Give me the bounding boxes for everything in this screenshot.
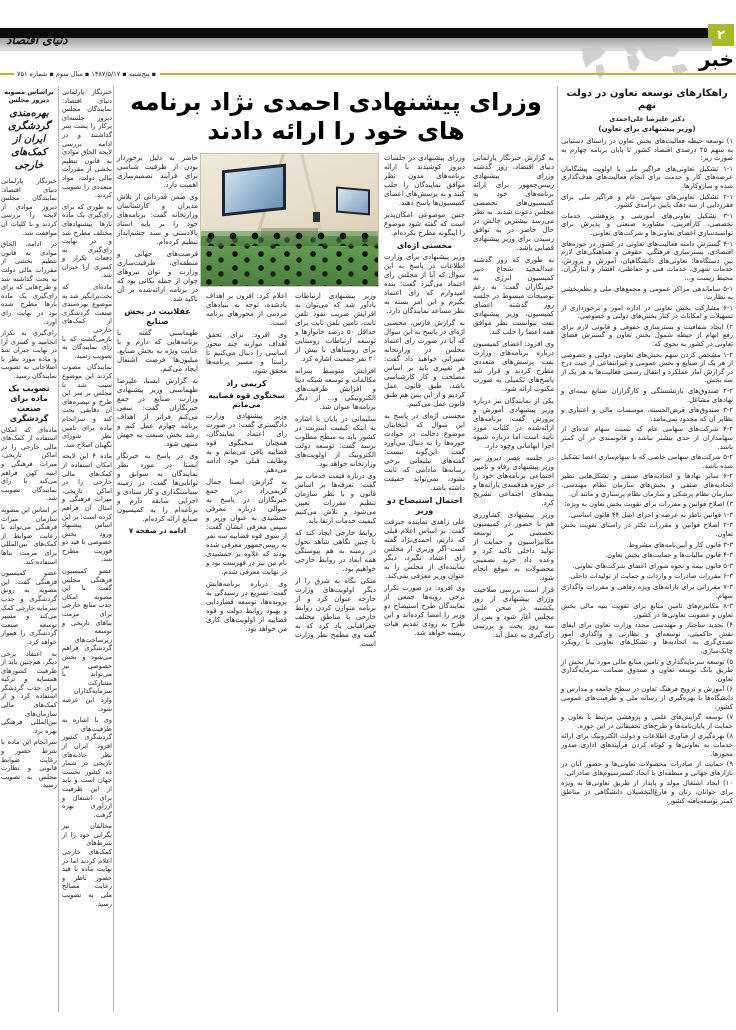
article-proposed-ministers: [118, 86, 554, 1012]
body-paragraph: وی افزود: اعضای کمیسیون درباره برنامه‌های وزارت نفت پرسش‌های متعددی مطرح کردند و قرار شد پاسخ‌های تکمیلی به صورت مکتوب ارائه شود.: [473, 340, 554, 393]
body-paragraph: فرصت‌های جهانی و منطقه‌ای، ظرفیت‌سازی وزارت و توان نیروهای جوان از جمله نکاتی بود که در برنامه ارائه‌شده بر آن تاکید شد.: [117, 250, 198, 303]
body-paragraph: ماده‌ای که امکان استفاده از کمک‌های مالی خارجی را در اماکن تاریخی، میراث فرهنگی و ابنیه کهن فراهم می‌کند با رای نمایندگان تصویب شد.: [1, 425, 57, 503]
body-paragraph: وی در پاسخ به خبرنگار ایسنا در مورد نظر نمایندگان به سوابق و توانایی‌ها گفت: در زمینه سیاستگذاری و کار ستادی و اجرایی سابقه دارم و برنامه‌ام را به کمیسیون صنایع ارائه کرده‌ام.: [117, 452, 198, 523]
subhead: محسنی اژه‌ای: [396, 241, 453, 250]
body-paragraph: وی درباره برنامه‌هایش گفت: تسریع در رسیدگی به پرونده‌ها، توسعه قضازدایی و بهبود روابط دولت و قوه قضاییه از اولویت‌های کاری من خواهد بود.: [206, 580, 287, 633]
body-paragraph: به گزارش ایسنا جمال کریمی‌راد در جمع خبرنگاران در پاسخ به سوالی درباره معرفی جمشیدی به عنوان وزیر و سپس معرفی ایشان گفت: از سوی قوه قضاییه سه نفر به رییس‌جمهور معرفی شده بودند که علاوه بر جمشیدی نام من نیز در فهرست بود و در نهایت معرفی شدم.: [206, 478, 287, 576]
body-paragraph: ۳-۳ قانون کار و آیین‌نامه‌های مشروط.: [626, 540, 733, 549]
body-paragraph: ۲-۲ صندوق‌های بازنشستگی و کارگزاران صنایع بیمه‌ای و نهادهای مشاغل.: [561, 387, 733, 404]
body-paragraph: متکی نگاه به شرق را از دیگر اولویت‌های وزارت خارجه عنوان کرد و از برنامه متوازن کردن روابط خارجی با مناطق مختلف جغرافیایی یاد کرد که به گفته وی مطمح نظر وزارت است.: [295, 577, 376, 648]
body-paragraph: ۷-۳ مقرراتی برای یارانه‌های ویژه رفاهی و مقررات واگذاری سهام.: [561, 582, 733, 600]
main-column-2: [384, 154, 465, 652]
article-headline: بهره‌مندی گردشگری ایران از کمک‌های خارجی: [8, 108, 50, 171]
subhead: احتمال استیضاح دو وزیر: [386, 496, 463, 515]
body-paragraph: وزیر پیشنهادی برای وزارت اطلاعات در پاسخ به این سوال که آیا از مجلس رای اعتماد می‌گیرد گفت: بنده امیدوارم که رای اعتماد بگیرم و این امر بسته به نظر مساعد نمایندگان دارد.: [384, 253, 465, 315]
main-column-1: [473, 154, 554, 652]
body-paragraph: عضو کمیسیون فرهنگی گفت: این مصوبه به رونق گردشگری و جذب سرمایه خارجی کمک می‌کند و مسیر توسعه صنعت گردشگری را هموار خواهد کرد.: [1, 569, 57, 646]
body-paragraph: ۱-۱ تشکیل تعاونی‌های فراگیر ملی با اولویت پیشگامان عرصه‌های کار و خدمت برای انجام فعالیت‌های هدف‌گذاری شده و سازوکارها.: [561, 164, 733, 190]
body-paragraph: ۴) تجدید ساختار و مهندسی مجدد وزارت تعاون برای ایفای نقش حاکمیتی، توسعه‌ای و نظارتی و واگذاری امور تصدی‌گری به اتحادیه‌ها و تشکل‌های تعاونی با رویکرد چابک‌سازی.: [561, 621, 733, 656]
body-paragraph: ۵-۱ ساماندهی مراکز عمومی و مجمع‌های ملی و نظم‌بخشی به نظارت.: [561, 284, 733, 302]
subhead: تصویب یک ماده برای صنعت گردشگری: [8, 383, 50, 423]
body-paragraph: ۲) ایجاد شفافیت و بسترسازی حقوقی و قانونی لازم برای رفع ابهام از حیطه شمول بخش تعاون و گسترش فضای تعاونی در کشور به نحوی که:: [561, 322, 733, 349]
body-paragraph: ۸) بهره‌گیری از فناوری اطلاعات و دولت الکترونیک برای ارائه خدمات به تعاونی‌ها و کوتاه کردن فرآیندهای اداری صدور مجوزها.: [561, 732, 733, 758]
body-paragraph: ۳-۱ تشکیل تعاونی‌های آموزشی و پژوهشی، خدمات تخصصی، کارآفرینی، مشاوره صنعتی و پذیرش برای توانمندسازی اعضای تعاونی‌ها و شرکت‌های تعاونی.: [561, 211, 733, 237]
body-paragraph: ۶-۲ سایر نهادها و اتحادیه‌های صنفی و تشکل‌هایی نظیر اتحادیه‌های صنفی و بخش‌های سازمان نظام مهندسی، سازمان نظام پزشکی و سازمان نظام پرستاری و مانند آن.: [561, 472, 733, 498]
body-paragraph: در ادامه، الحاق موادی به قانون تنظیم بخشی از مقررات مالی دولت به بحث گذاشته شد و طرح‌هایی که برای رای‌گیری یک ماده بارها مطرح شده بود در نهایت رای آورد.: [1, 240, 57, 326]
photo-emblem: [313, 212, 320, 222]
body-paragraph: وزیر پیشنهادی ارتباطات یادآور شد که می‌توان به افزایش ضریب نفوذ تلفن ثابت، تامین تلفن ثابت برای حداقل ۵۰ درصد خانوارها و توسعه ارتباطات روستایی برای روستاهای با بیش از ۲۰ نفر جمعیت اشاره کرد.: [295, 292, 376, 363]
body-paragraph: به اعتقاد برخی دیگر، هم‌چنین باید از ظرفیت کشورهای همسایه و ترکیه برای جذب گردشگر استفاده کرد و از کمک‌های مالی سازمان‌های بین‌المللی فرهنگی بهره برد.: [1, 649, 57, 735]
column-divider: [113, 86, 114, 1012]
body-paragraph: ۳-۲ صندوق‌های قرض‌الحسنه، موسسات مالی و اعتباری و نظایر آن که محدود نمی‌مانند.: [561, 406, 733, 423]
body-paragraph: وی ضمن قدردانی از تلاش مدیران و کارشناسان وزارتخانه گفت: برنامه‌های خود را بر پایه اسناد بالادستی و سند چشم‌انداز تنظیم کرده‌ام.: [117, 193, 198, 246]
photo-deputies-crowd: [201, 231, 378, 247]
subhead: عقلانیت در بخش صنایع: [124, 307, 191, 326]
body-paragraph: وزرای پیشنهادی در جلسات دیروز کوشیدند با ارائه برنامه‌های مدون نظر موافق نمایندگان را جلب کنند و به پرسش‌های اعضای کمیسیون‌ها پاسخ دهند.: [384, 154, 465, 207]
body-paragraph: اعلام کرد: افزون بر اهداف یادشده، توجه به بنیادهای مردمی از محورهای برنامه است.: [206, 292, 287, 327]
body-paragraph: ۴-۲ شرکت‌های سهامی عام که نسبت سهام عده‌ای از سهامداران از حدی بیشتر نباشد و قانونمندی در آن کمتر باشد.: [561, 425, 733, 451]
body-paragraph: به گزارش ایسنا، علیرضا طهماسبی وزیر پیشنهادی وزارت صنایع در جمع خبرنگاران گفت: سعی می‌کنم فراتر از اهداف برنامه چهارم عمل کنم و رشد بخش صنعت به جهش منتهی شود.: [117, 377, 198, 448]
body-paragraph: به گزارش فارس، محسنی اژه‌ای در پاسخ به این سوال که آیا در صورت رای اعتماد مجلس در وزارتخانه تغییراتی خواهید داد گفت: هر تغییری باید بر اساس مصلحت و کار کارشناسی باشد، طبق قانون عمل کردیم و از این پس هم طبق قانون عمل می‌کنیم.: [384, 319, 465, 408]
body-paragraph: قرار است بررسی صلاحیت وزرای پیشنهادی از روز یکشنبه در صحن علنی مجلس آغاز شود و پس از سه روز بحث و بررسی رای‌گیری به عمل آید.: [473, 586, 554, 639]
body-paragraph: روابط خارجی ایجاد کند که با چنین نگاهی شاهد تحول در زمینه به هم پیوستگی همه ابعاد در روابط خارجی خواهیم بود.: [295, 529, 376, 573]
body-paragraph: ۵-۳ قانون بیمه و نحوه شورای اعضای شرکت‌های تعاونی.: [572, 561, 733, 570]
body-paragraph: به گزارش خبرنگار پارلمانی دنیای اقتصاد، روز گذشته وزرای پیشنهادی رییس‌جمهور برای ارائه برنامه‌های خود به کمیسیون‌های تخصصی مجلس دعوت شدند. به نظر می‌رسد بیشترین چالش در حال حاضر در به توافق رسیدن برای وزیر پیشنهادی قضایی باشد.: [473, 154, 554, 252]
article-body: [1, 177, 57, 790]
body-paragraph: ۵) توسعه سرمایه‌گذاری و تامین منابع مالی مورد نیاز بخش از طریق بانک توسعه تعاون و صندوق ضمانت سرمایه‌گذاری تعاون.: [561, 657, 733, 683]
body-paragraph: افزایش متوسط سرانه مکالمات و توسعه شبکه دیتا و افزایش ظرفیت‌های الکترونیکی و... از دیگر برنامه‌ها عنوان شد.: [295, 367, 376, 411]
article-author-role: (وزیر پیشنهادی برای تعاون): [598, 125, 696, 133]
body-paragraph: یکی از نمایندگان نیز درباره وزیر پیشنهادی آموزش و پرورش گفت: برنامه‌های ارائه‌شده در کلیات مورد تایید است اما درباره شیوه اجرا ابهاماتی وجود دارد.: [473, 397, 554, 450]
body-paragraph: وزیر پیشنهادی وزارت دادگستری گفت: در صورت رای اعتماد نمایندگان، همچنان سخنگوی قوه قضاییه باقی می‌مانم و به وظایف قبلی خود ادامه می‌دهم.: [206, 412, 287, 474]
body-paragraph: در جلسه عصر دیروز نیز وزیر پیشنهادی رفاه و تامین اجتماعی برنامه‌های خود را در حوزه هدفمندی یارانه‌ها و بیمه‌های اجتماعی تشریح کرد.: [473, 454, 554, 507]
dateline-rule-left: [0, 73, 14, 75]
body-paragraph: سرانجام این ماده با شرط حضور و رعایت ضوابط قانونی و نظارت مجلس به تصویب رسید.: [1, 738, 57, 790]
body-paragraph: ۴-۳ قانون مالیات‌ها و حمایت‌های بخش تعاون.: [604, 551, 733, 560]
body-paragraph: وی با اشاره به ظرفیت‌های گردشگری کشور افزود: ایران از نظر جاذبه‌های تاریخی در شمار ده کشور نخست جهان است و باید از این ظرفیت برای اشتغال و ارزآوری بهره گرفت.: [62, 716, 112, 819]
column-divider: [557, 86, 558, 1012]
body-paragraph: ماده ۴ این لایحه امکان استفاده از کمک‌های مالی خارجی را در اماکن تاریخی، میراث فرهنگی و امثال آن فراهم کرده است؛ بر این اساس پیشنهاد ورود بخش خصوصی با قید دو فوریت مطرح شد.: [62, 452, 113, 564]
dateline-text: ▪ پنج‌شنبه ▪ ۱۳۸۷/۵/۱۷ ▪ سال سوم ▪ شماره ۷۵۱: [17, 70, 157, 78]
column-divider: [58, 86, 59, 1012]
subhead-quote: سخنگوی قوه قضاییه می‌مانم: [208, 391, 285, 409]
body-paragraph: عضو کمیسیون فرهنگی مجلس گفت: با این مصوبه امکان جذب منابع خارجی برای مرمت بناهای تاریخی و توسعه زیرساخت‌های گردشگری فراهم می‌شود و بخش خصوصی نیز می‌تواند با مشارکت سرمایه‌گذاران وارد این عرصه شود.: [62, 567, 112, 713]
body-paragraph: ۳) اصلاح قوانین و مقررات برای تقویت بخش تعاون به ویژه:: [564, 500, 733, 509]
body-paragraph: ماده‌ای که بحث‌برانگیز شد به موضوع بهره‌مندی صنعت گردشگری از کمک‌های خارجی بازمی‌گشت که با رای نمایندگان به تصویب رسید.: [62, 283, 112, 360]
article-kicker: براساس مصوبه دیروز مجلس: [4, 88, 54, 104]
body-paragraph: خبرنگار پارلمانی دنیای اقتصاد: نمایندگان مجلس دیروز موادی از لایحه را بررسی کردند و با کلیات آن موافقت شد.: [1, 177, 57, 237]
article-headline: راهکارهای توسعه تعاون در دولت نهم: [566, 88, 728, 111]
body-paragraph: ۱-۲ مشخص کردن سهم بخش‌های تعاونی، دولتی و خصوصی از هر یک از صنایع و بخش عمومی و غیرانتفاعی از حیث درج در گزارش آمار عملکرد و انتقال رسمی فعالیت‌ها به هر یک از سه بخش.: [561, 350, 733, 385]
body-paragraph: چنین موضوعی امکان‌پذیر است که گفته شود موضوع را اینگونه مطرح نکرده‌ام.: [384, 211, 465, 237]
parliament-session-photo: [200, 153, 379, 287]
section-title: خبر: [698, 47, 734, 71]
continued-on-page-note: ادامه در صفحه ۷: [128, 527, 187, 535]
photo-display-screen: [222, 164, 286, 216]
tourism-article-headline-column: [1, 88, 57, 1012]
body-paragraph: ۲-۳ اصلاح قوانین و مقررات تکثر در راستای تقویت بخش تعاون.: [561, 521, 733, 538]
body-paragraph: سلیمانی در پایان با اشاره به اینکه کیفیت اینترنت در کشور باید به سطح مطلوب برسد گفت: توسعه دولت الکترونیک از اولویت‌های وزارتخانه خواهد بود.: [295, 415, 376, 468]
page-number: ۲: [717, 27, 725, 43]
body-paragraph: ۶-۳ مقررات صادرات و واردات و حمایت از تولیدات داخلی.: [568, 572, 733, 581]
body-paragraph: ۱-۳ قوانین ناظر به عرضه و اجرای اصل ۴۴ قانون اساسی.: [568, 510, 733, 519]
body-paragraph: ۶) آموزش و ترویج فرهنگ تعاون در سطح جامعه و مدارس و دانشگاه‌ها با بهره‌گیری از رسانه ملی و ظرفیت‌های عمومی کشور.: [561, 685, 733, 711]
body-paragraph: طهماسبی گفته با برنامه‌هایی که دارم و با عنایت ویژه به بخش صنایع، میلیون‌ها فرصت اشتغال ایجاد می‌کنم.: [117, 329, 198, 373]
tourism-article-body-column: [62, 88, 112, 1012]
body-paragraph: وی افزود: در صورت تکرار برخی رویه‌ها جمعی از نمایندگان طرح استیضاح دو وزیر را امضا کرده‌اند و این طرح به زودی تقدیم هیات رییسه خواهد شد.: [384, 584, 465, 637]
main-column-5: [117, 154, 198, 652]
body-paragraph: مخالفان نیز نگرانی خود را از شرط‌های کمک‌های خارجی اعلام کردند اما در نهایت ماده با قید حضور ناظر و رعایت مصالح ملی به تصویب رسید.: [62, 822, 112, 908]
body-paragraph: ۱) توسعه حیطه فعالیت‌های بخش تعاون در راستای دستیابی به سهم ۲۵ درصدی اقتصاد کشور تا پایان برنامه چهارم به صورت زیر:: [561, 137, 733, 163]
body-paragraph: ۵-۲ شرکت‌های سهامی خاصی که با سهام‌سازی اعضا تشکیل شده باشد.: [561, 453, 733, 470]
body-paragraph: رای‌گیری به تکرار انجامید و کسری آرا در نهایت جبران شد و ماده مورد نظر با اصلاحاتی به تصویب نمایندگان رسید.: [1, 329, 57, 381]
article-body: [561, 137, 733, 805]
newspaper-logo: دنیای اقتصاد: [6, 33, 68, 47]
body-paragraph: نمایندگان مصوب کردند این موضوع سبب شد تا مجلس بر سر این طرح و تبصره‌های آن دقایقی بحث کند و سرانجام ماده برای تامین نظر شورای نگهبان اصلاح شد.: [62, 363, 112, 449]
body-paragraph: ۱۰) ایجاد اشتغال مولد و پایدار از طریق تعاونی‌ها به ویژه برای جوانان، زنان و فارغ‌التحصیلان دانشگاهی در مناطق کمتر توسعه‌یافته کشور.: [561, 779, 733, 805]
body-paragraph: به طوری که روز گذشته عبدالمجید شجاع دبیر کمیسیون انرژی به خبرنگاران گفت: به رغم توضیحات مبسوط در جلسه روز گذشته اعضای کمیسیون، وزیر پیشنهادی نفت نتوانست نظر موافق همه اعضا را جلب کند.: [473, 256, 554, 336]
subhead: کریمی راد: [226, 379, 267, 388]
body-paragraph: حاضر به دلیل برخوردار بودن از ظرفیت شناسی برای فرآیند تصمیم‌سازی اهمیت دارد.: [117, 154, 198, 189]
body-paragraph: ۲-۱ تشکیل تعاونی‌های سهامی عام و فراگیر ملی برای فقرزدایی از سه دهک پایین درآمدی کشور.: [561, 192, 733, 210]
body-paragraph: وزیر پیشنهادی کشاورزی هم با حضور در کمیسیون تخصصی بر توسعه مکانیزاسیون و حمایت از تولید داخلی تاکید کرد و وعده داد خرید تضمینی محصولات به موقع انجام شود.: [473, 511, 554, 582]
dateline-rule-right: [160, 73, 736, 75]
body-paragraph: ۷) توسعه گرایش‌های علمی و پژوهشی مرتبط با تعاون و حمایت از پایان‌نامه‌ها و طرح‌های تحقیقاتی در این حوزه.: [561, 713, 733, 730]
dateline-row: [0, 68, 736, 80]
body-paragraph: ۴-۱ گسترش دامنه فعالیت‌های تعاونی در کشور در حوزه‌های اقتصادی، بسترسازی فرهنگی، حقوقی و هماهنگی‌های لازم بین دستگاه‌ها: تعاونی‌های دانشگاهیان، آموزش و پرورش، خدمات شهری، خدمات فنی و حفاظتی، اقشار و ایثارگران، محیط زیست و...: [561, 239, 733, 282]
header-black-bar: [0, 28, 712, 38]
main-headline: وزرای پیشنهادی احمدی نژاد برنامه های خود را ارائه دادند: [130, 88, 542, 145]
body-paragraph: محسنی اژه‌ای در پاسخ به این سوال که انتخابتان موضوع دخالت در حوادث حوزه‌ها را به دنبال می‌آورد گفت: این‌گونه نیست؛ گفته‌های تبلیغاتی برخی رسانه‌ها مادامی که ثابت نشود، نمی‌تواند حقیقت داشته باشد.: [384, 412, 465, 492]
article-byline: دکتر علیرضا علی‌احمدی: [609, 115, 685, 123]
photo-display-screen: [336, 187, 370, 216]
body-paragraph: ۶-۱ مشارکت بخش تعاونی در اداره امور و برخورداری از تسهیلات و امکانات در کنار بخش‌های دولتی و خصوصی.: [561, 303, 733, 321]
body-paragraph: ۹) حمایت از صادرات محصولات تعاونی‌ها و حضور آنان در بازارهای جهانی و منطقه‌ای با ایجاد کنسرسیوم‌های صادراتی.: [561, 760, 733, 777]
body-paragraph: بر اساس این مصوبه سازمان میراث فرهنگی می‌تواند با رعایت ضوابط از کمک‌های بین‌المللی برای مرمت بناها استفاده کند.: [1, 506, 57, 566]
body-paragraph: علی زاهدی نماینده جیرفت گفت: بر اساس اعلام قبلی که داریم، احمدی‌نژاد گفته است اگر وزیری از مجلس رای اعتماد نگیرد، دیگر نماینده‌ای از مجلس را به عنوان وزیر معرفی نمی‌کند.: [384, 518, 465, 580]
body-paragraph: وی افزود: برای تحقق اهداف موازنه چند محور اساسی را دنبال می‌کنیم تا راستا و مسیر برنامه‌ها محقق شود.: [206, 331, 287, 375]
body-paragraph: خبرنگار پارلمانی دنیای اقتصاد: نمایندگان مجلس دیروز جلسه‌ای پرکار را پشت سر گذاشتند و در ادامه بررسی لایحه الحاق موادی به قانون تنظیم بخشی از مقررات مالی دولت، مواد متعددی را تصویب کردند.: [62, 88, 112, 200]
body-paragraph: ۸-۳ مکانیزم‌های تامین منابع برای تقویت بنیه مالی بخش تعاون و عضویت تعاونی‌ها در کشور.: [561, 602, 733, 619]
article-cooperation-strategies: [561, 88, 733, 1012]
body-paragraph: وی درباره قیمت خدمات نیز گفت: تعرفه‌ها بر اساس قانون و با نظر سازمان تنظیم مقررات تعیین می‌شود و تلاش می‌کنیم کیفیت خدمات ارتقا یابد.: [295, 472, 376, 525]
body-paragraph: به طوری که برای رای‌گیری یک ماده بارها پیشنهادهای مختلف مطرح شد و در نهایت رای‌گیری به دفعات تکرار و کسری آرا جبران شد.: [62, 202, 112, 280]
